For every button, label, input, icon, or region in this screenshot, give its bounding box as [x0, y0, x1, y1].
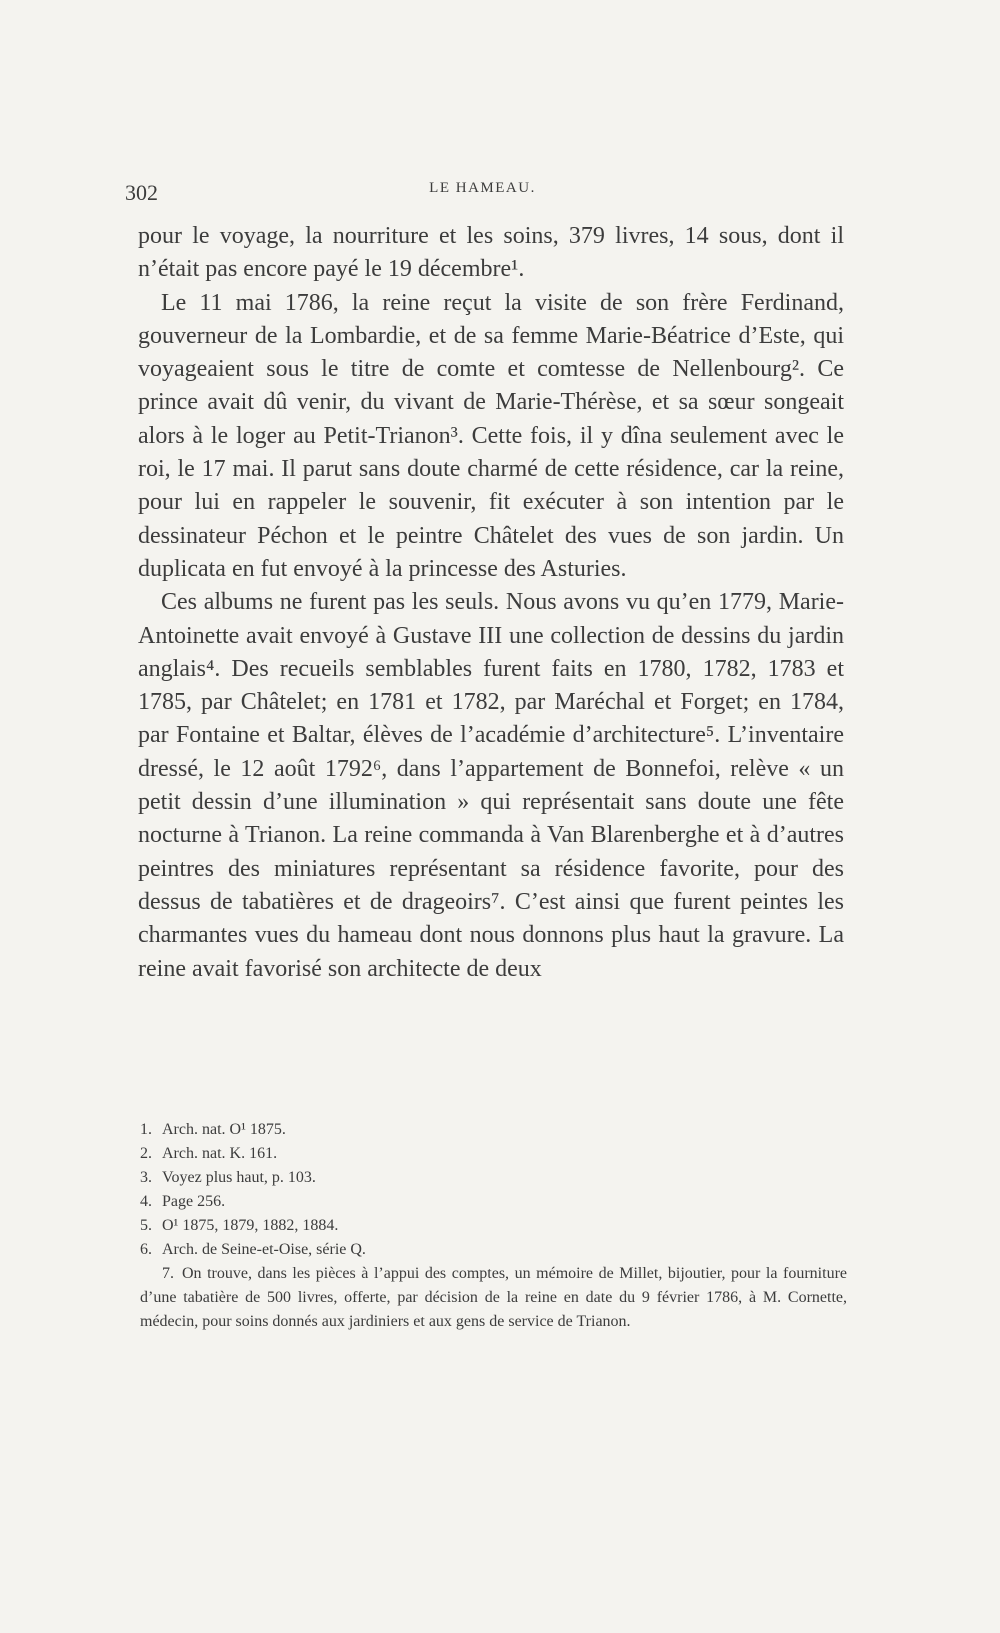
- page-number: 302: [125, 180, 158, 205]
- footnote-number: 1.: [140, 1121, 152, 1138]
- footnotes: [140, 1118, 847, 1334]
- footnote: [140, 1166, 847, 1190]
- footnote-text: Page 256.: [162, 1193, 226, 1210]
- paragraph: pour le voyage, la nourriture et les soins, 379 livres, 14 sous, dont il n’était pas encore payé le 19 décembre¹.: [138, 223, 844, 283]
- footnote-text: Arch. nat. O¹ 1875.: [162, 1121, 286, 1138]
- paragraph: Le 11 mai 1786, la reine reçut la visite de son frère Ferdinand, gouverneur de la Lombardie, et de sa femme Marie-Béatrice d’Este, qui voyageaient sous le titre de comte et comtesse de Nellenbourg². Ce prince avait dû venir, du vivant de Marie-Thérèse, et sa sœur songeait alors à le loger au Petit-Trianon³. Cette fois, il y dîna seulement avec le roi, le 17 mai. Il parut sans doute charmé de cette résidence, car la reine, pour lui en rappeler le souvenir, fit exécuter à son intention par le dessinateur Péchon et le peintre Châtelet des vues de son jardin. Un duplicata en fut envoyé à la princesse des Asturies.: [138, 289, 844, 582]
- footnote-text: Arch. de Seine-et-Oise, série Q.: [162, 1241, 366, 1258]
- footnote: [140, 1142, 847, 1166]
- footnote-number: 6.: [140, 1241, 152, 1258]
- body-text: [138, 220, 844, 986]
- footnote-number: 7.: [162, 1265, 174, 1282]
- footnote-text: Arch. nat. K. 161.: [162, 1145, 278, 1162]
- footnote-text: On trouve, dans les pièces à l’appui des comptes, un mémoire de Millet, bijoutier, pour la fourniture d’une tabatière de 500 livres, offerte, par décision de la reine en date du 9 février 1786, à M. Cornette, médecin, pour soins donnés aux jardiniers et aux gens de service de Trianon.: [140, 1265, 847, 1330]
- running-title: LE HAMEAU.: [429, 180, 536, 196]
- paragraph: Ces albums ne furent pas les seuls. Nous avons vu qu’en 1779, Marie-Antoinette avait envoyé à Gustave III une collection de dessins du jardin anglais⁴. Des recueils semblables furent faits en 1780, 1782, 1783 et 1785, par Châtelet; en 1781 et 1782, par Maréchal et Forget; en 1784, par Fontaine et Baltar, élèves de l’académie d’architecture⁵. L’inventaire dressé, le 12 août 1792⁶, dans l’appartement de Bonnefoi, relève « un petit dessin d’une illumination » qui représentait sans doute une fête nocturne à Trianon. La reine commanda à Van Blarenberghe et à d’autres peintres des miniatures représentant sa résidence favorite, pour des dessus de tabatières et de drageoirs⁷. C’est ainsi que furent peintes les charmantes vues du hameau dont nous donnons plus haut la gravure. La reine avait favorisé son architecte de deux: [138, 589, 844, 982]
- page-header: [125, 180, 840, 210]
- footnote: [140, 1238, 847, 1262]
- footnote-text: Voyez plus haut, p. 103.: [162, 1169, 316, 1186]
- footnote-number: 2.: [140, 1145, 152, 1162]
- footnote: [140, 1214, 847, 1238]
- footnote-number: 5.: [140, 1217, 152, 1234]
- footnote: [140, 1190, 847, 1214]
- footnote: [140, 1118, 847, 1142]
- footnote-number: 3.: [140, 1169, 152, 1186]
- footnote-text: O¹ 1875, 1879, 1882, 1884.: [162, 1217, 339, 1234]
- footnote: [140, 1262, 847, 1334]
- footnote-number: 4.: [140, 1193, 152, 1210]
